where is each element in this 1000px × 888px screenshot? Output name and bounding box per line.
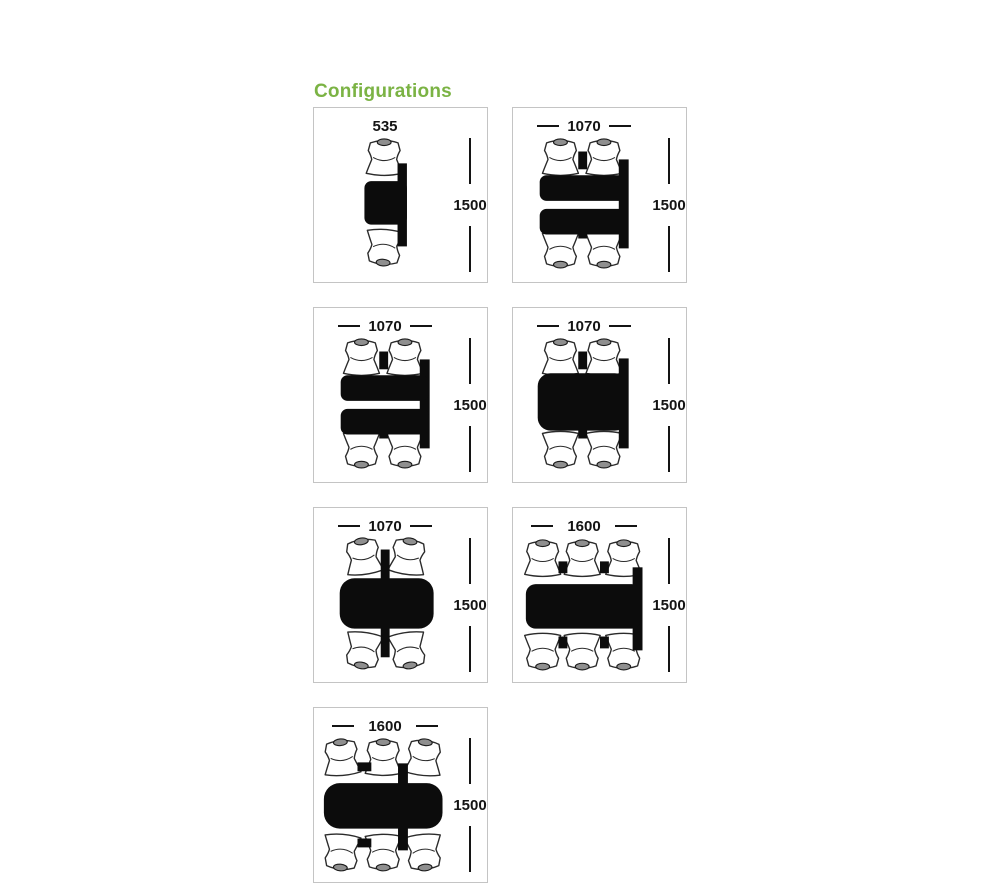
dimension-line-bottom — [668, 226, 670, 272]
chair-link-connector — [600, 637, 609, 649]
width-dimension-value: 1070 — [567, 117, 601, 135]
table-top — [341, 409, 429, 435]
chair-top-view — [542, 431, 578, 468]
dimension-line-top — [668, 538, 670, 584]
height-dimension-value: 1500 — [453, 396, 487, 414]
chair-link-connector — [357, 838, 371, 847]
chair-top-view — [387, 339, 423, 376]
width-dimension — [314, 317, 456, 335]
dimension-line-top — [469, 138, 471, 184]
chair-link-connector — [600, 561, 609, 573]
height-dimension-value: 1500 — [652, 396, 686, 414]
chair-top-view — [586, 139, 622, 176]
dimension-line-top — [668, 338, 670, 384]
chair-top-view — [525, 540, 561, 577]
dimension-tick-right — [416, 725, 438, 727]
chair-link-connector — [578, 152, 587, 170]
dimension-line-bottom — [469, 426, 471, 472]
chair-top-view — [564, 633, 600, 670]
height-dimension — [454, 738, 486, 872]
height-dimension-value: 1500 — [453, 796, 487, 814]
dimension-tick-left — [537, 125, 559, 127]
chair-top-view — [542, 231, 578, 268]
chair-top-view — [404, 737, 444, 777]
chair-top-view — [542, 339, 578, 376]
dimension-tick-left — [531, 525, 553, 527]
chair-link-connector — [558, 561, 567, 573]
chair-top-view — [366, 139, 402, 176]
dimension-line-top — [469, 338, 471, 384]
chair-top-view — [322, 737, 361, 777]
configuration-diagram-1070x1500-c — [512, 307, 687, 483]
width-dimension — [513, 317, 655, 335]
chair-top-view — [525, 633, 561, 670]
chair-top-view — [387, 431, 423, 468]
dimension-tick-right — [609, 325, 631, 327]
dimension-line-bottom — [469, 826, 471, 872]
height-dimension — [454, 338, 486, 472]
table-top — [340, 578, 434, 628]
configuration-diagram-1070x1500-b — [313, 307, 488, 483]
chair-link-connector — [578, 352, 587, 370]
dimension-tick-right — [410, 525, 432, 527]
table-top — [324, 783, 443, 828]
dimension-line-top — [469, 738, 471, 784]
dimension-tick-right — [615, 525, 637, 527]
dimension-tick-left — [338, 325, 360, 327]
configuration-diagram-1070x1500-d — [313, 507, 488, 683]
width-dimension-value: 1070 — [567, 317, 601, 335]
configuration-diagram-535x1500 — [313, 107, 488, 283]
chair-link-connector — [357, 762, 371, 771]
chair-top-view — [388, 536, 429, 577]
privacy-screen — [420, 359, 430, 448]
height-dimension-value: 1500 — [652, 596, 686, 614]
height-dimension-value: 1500 — [652, 196, 686, 214]
chair-link-connector — [381, 624, 390, 658]
height-dimension — [653, 538, 685, 672]
width-dimension — [513, 517, 655, 535]
dimension-tick-left — [537, 325, 559, 327]
chair-top-view — [343, 630, 384, 671]
width-dimension-value: 1600 — [368, 717, 402, 735]
height-dimension — [454, 138, 486, 272]
dimension-line-bottom — [469, 626, 471, 672]
width-dimension-value: 1070 — [368, 317, 402, 335]
width-dimension — [314, 717, 456, 735]
privacy-screen — [619, 159, 629, 248]
chair-top-view — [564, 540, 600, 577]
configuration-diagram-1600x1500-a — [512, 507, 687, 683]
width-dimension — [314, 517, 456, 535]
configuration-diagram-1600x1500-b — [313, 707, 488, 883]
height-dimension-value: 1500 — [453, 196, 487, 214]
dimension-tick-left — [338, 525, 360, 527]
chair-link-connector — [558, 637, 567, 649]
height-dimension — [653, 338, 685, 472]
dimension-tick-right — [410, 325, 432, 327]
dimension-line-bottom — [668, 426, 670, 472]
chair-top-view — [542, 139, 578, 176]
chair-link-connector — [381, 550, 390, 584]
chair-link-connector — [379, 352, 388, 370]
width-dimension-value: 1070 — [368, 517, 402, 535]
height-dimension — [653, 138, 685, 272]
width-dimension — [513, 117, 655, 135]
dimension-line-top — [668, 138, 670, 184]
chair-top-view — [586, 231, 622, 268]
chair-top-view — [388, 630, 429, 671]
dimension-tick-right — [609, 125, 631, 127]
width-dimension-value: 1600 — [567, 517, 601, 535]
table-top — [526, 584, 642, 628]
chair-top-view — [322, 833, 361, 873]
chair-top-view — [343, 536, 384, 577]
dimension-line-bottom — [469, 226, 471, 272]
page-title: Configurations — [314, 80, 452, 102]
dimension-tick-left — [332, 725, 354, 727]
chair-top-view — [586, 431, 622, 468]
table-top — [538, 373, 628, 430]
dimension-line-bottom — [668, 626, 670, 672]
chair-top-view — [586, 339, 622, 376]
height-dimension — [454, 538, 486, 672]
height-dimension-value: 1500 — [453, 596, 487, 614]
width-dimension — [314, 117, 456, 135]
chair-top-view — [343, 339, 379, 376]
dimension-line-top — [469, 538, 471, 584]
chair-top-view — [404, 833, 443, 873]
chair-top-view — [343, 431, 379, 468]
width-dimension-value: 535 — [372, 117, 398, 135]
table-top — [540, 209, 628, 235]
table-top — [540, 175, 628, 201]
configuration-diagram-1070x1500-a — [512, 107, 687, 283]
table-top — [341, 375, 429, 401]
table-top — [364, 181, 407, 224]
